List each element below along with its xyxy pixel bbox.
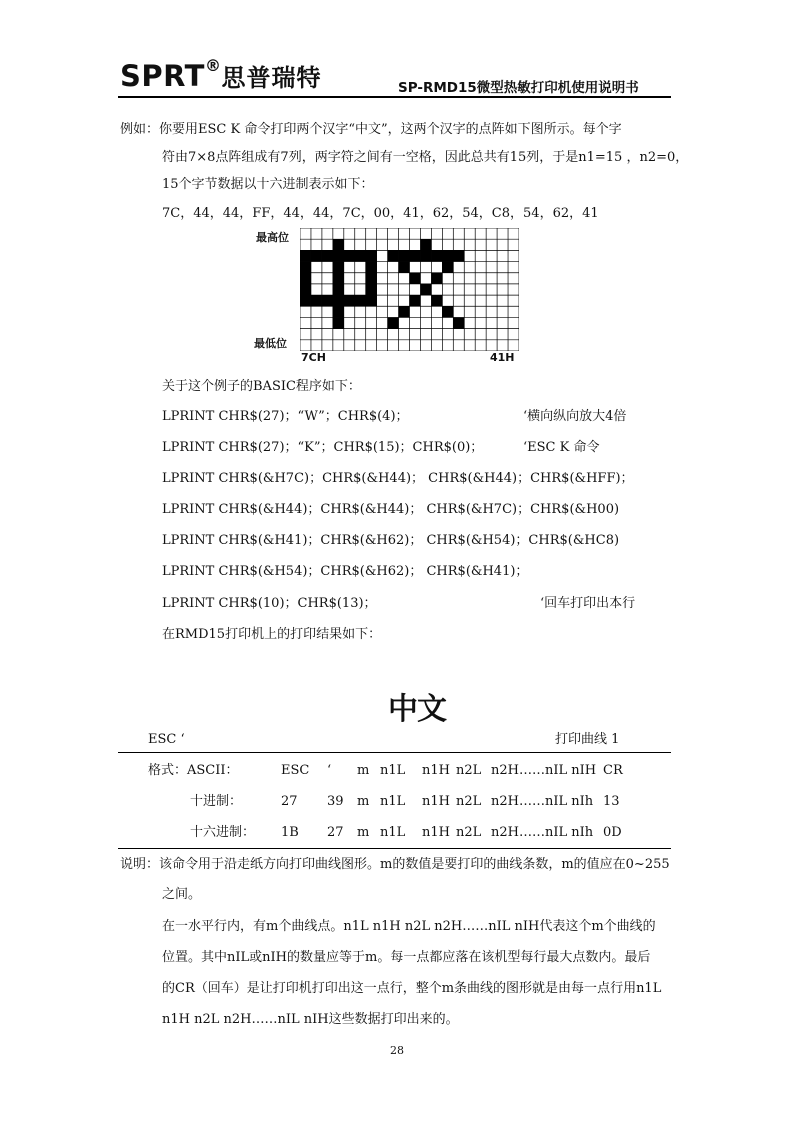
format-cell: n1L	[380, 825, 406, 840]
matrix-dot	[333, 239, 344, 250]
basic-code-line: LPRINT CHR$(10)；CHR$(13)；	[162, 596, 377, 611]
brand-name-cn: 思普瑞特	[221, 64, 322, 92]
format-cell: 0D	[603, 825, 622, 840]
matrix-dot	[431, 250, 442, 261]
description-line-1: 说明：该命令用于沿走纸方向打印曲线图形。m的数值是要打印的曲线条数，m的值应在0~255	[120, 857, 670, 872]
label-lsb: 最低位	[254, 337, 287, 350]
format-cell: CR	[603, 763, 623, 778]
matrix-dot	[399, 262, 410, 273]
basic-comment: ‘回车打印出本行	[540, 596, 636, 611]
matrix-dot	[420, 250, 431, 261]
format-cell: 39	[327, 794, 344, 809]
format-cell: n2H……nIL nIh	[491, 794, 594, 809]
basic-intro: 关于这个例子的BASIC程序如下：	[162, 379, 361, 394]
description-line-4: 位置。其中nIL或nIH的数量应等于m。每一点都应落在该机型每行最大点数内。最后	[162, 950, 651, 965]
matrix-dot	[333, 306, 344, 317]
description-line-3: 在一水平行内，有m个曲线点。n1L n1H n2L n2H……nIL nIH代表这个m个曲线的	[162, 919, 656, 934]
format-cell: 1B	[281, 825, 299, 840]
matrix-dot	[410, 295, 421, 306]
document-title: SP-RMD15微型热敏打印机使用说明书	[398, 80, 639, 96]
matrix-dot	[442, 262, 453, 273]
basic-code-line: LPRINT CHR$(&H7C)；CHR$(&H44)； CHR$(&H44)；CHR$(&HFF)；	[162, 471, 634, 486]
matrix-dot	[388, 250, 399, 261]
matrix-dot	[453, 317, 464, 328]
matrix-dot	[333, 273, 344, 284]
basic-code-line: LPRINT CHR$(&H41)；CHR$(&H62)； CHR$(&H54)；CHR$(&HC8)	[162, 533, 620, 548]
print-result: 中文	[388, 692, 446, 727]
matrix-dot	[333, 250, 344, 261]
basic-code-line: LPRINT CHR$(&H54)；CHR$(&H62)； CHR$(&H41)；	[162, 564, 529, 579]
format-cell: n2H……nIL nIh	[491, 825, 594, 840]
result-intro: 在RMD15打印机上的打印结果如下：	[162, 627, 382, 642]
matrix-dot	[420, 284, 431, 295]
format-cell: n2L	[456, 763, 482, 778]
command-name: ESC ‘	[148, 732, 185, 747]
brand-name: SPRT	[120, 59, 205, 93]
format-row-label: 格式：ASCII：	[148, 763, 239, 778]
page-number: 28	[390, 1044, 404, 1057]
hex-data-line: 7C，44，44，FF，44，44，7C，00，41，62，54，C8，54，62，41	[162, 206, 599, 221]
format-cell: n2L	[456, 794, 482, 809]
format-cell: m	[357, 763, 370, 778]
matrix-dot	[344, 295, 355, 306]
label-first-column: 7CH	[301, 351, 326, 364]
description-line-5: 的CR（回车）是让打印机打印出这一点行，整个m条曲线的图形就是由每一点行用n1L	[162, 981, 662, 996]
matrix-dot	[322, 295, 333, 306]
matrix-dot	[399, 250, 410, 261]
matrix-dot	[333, 317, 344, 328]
matrix-dot	[355, 250, 366, 261]
header-rule	[118, 96, 671, 98]
format-cell: m	[357, 825, 370, 840]
matrix-dot	[300, 262, 311, 273]
format-cell: n1H	[422, 825, 450, 840]
matrix-dot	[300, 284, 311, 295]
matrix-dot	[410, 273, 421, 284]
matrix-dot	[366, 273, 377, 284]
description-line-6: n1H n2L n2H……nIL nIH这些数据打印出来的。	[162, 1012, 459, 1027]
format-cell: n1L	[380, 763, 406, 778]
registered-mark: ®	[204, 56, 222, 75]
description-line-2: 之间。	[162, 887, 202, 902]
format-row-label: 十六进制：	[190, 825, 256, 840]
format-cell: m	[357, 794, 370, 809]
matrix-dot	[311, 250, 322, 261]
matrix-dot	[442, 306, 453, 317]
format-row-label: 十进制：	[190, 794, 243, 809]
matrix-dot	[399, 306, 410, 317]
label-msb: 最高位	[256, 231, 289, 244]
basic-code-line: LPRINT CHR$(27)；“K”；CHR$(15)；CHR$(0)；	[162, 440, 484, 455]
basic-comment: ‘ESC K 命令	[523, 440, 600, 455]
label-last-column: 41H	[490, 351, 515, 364]
matrix-dot	[453, 250, 464, 261]
format-cell: n2L	[456, 825, 482, 840]
format-cell: ESC	[281, 763, 310, 778]
dot-matrix-grid	[300, 228, 519, 351]
example-line-3: 15个字节数据以十六进制表示如下：	[162, 177, 374, 192]
matrix-dot	[322, 250, 333, 261]
basic-code-line: LPRINT CHR$(27)；“W”；CHR$(4)；	[162, 409, 409, 424]
brand-logo	[120, 58, 321, 93]
matrix-dot	[366, 250, 377, 261]
matrix-dot	[431, 295, 442, 306]
format-cell: 13	[603, 794, 620, 809]
format-cell: n1L	[380, 794, 406, 809]
format-cell: n1H	[422, 794, 450, 809]
matrix-dot	[366, 262, 377, 273]
format-cell: ‘	[327, 763, 332, 778]
basic-comment: ‘横向纵向放大4倍	[523, 409, 627, 424]
matrix-dot	[410, 250, 421, 261]
example-line-1: 例如：你要用ESC K 命令打印两个汉字“中文”，这两个汉字的点阵如下图所示。每个字	[120, 122, 622, 137]
matrix-dot	[442, 250, 453, 261]
format-cell: 27	[281, 794, 298, 809]
format-cell: n1H	[422, 763, 450, 778]
basic-code-line: LPRINT CHR$(&H44)；CHR$(&H44)； CHR$(&H7C)；CHR$(&H00)	[162, 502, 620, 517]
command-rule	[118, 752, 671, 753]
matrix-dot	[333, 262, 344, 273]
matrix-dot	[366, 295, 377, 306]
matrix-dot	[431, 273, 442, 284]
format-cell: n2H……nIL nIH	[491, 763, 597, 778]
matrix-dot	[355, 295, 366, 306]
format-rule	[118, 848, 671, 849]
matrix-dot	[300, 273, 311, 284]
matrix-dot	[300, 250, 311, 261]
matrix-dot	[344, 250, 355, 261]
example-line-2: 符由7×8点阵组成有7列，两字符之间有一空格，因此总共有15列，于是n1=15 ，n2=0，	[162, 150, 689, 165]
matrix-dot	[333, 284, 344, 295]
matrix-dot	[311, 295, 322, 306]
matrix-dot	[366, 284, 377, 295]
matrix-dot	[333, 295, 344, 306]
matrix-dot	[388, 317, 399, 328]
matrix-dot	[300, 295, 311, 306]
matrix-dot	[420, 239, 431, 250]
format-cell: 27	[327, 825, 344, 840]
command-title: 打印曲线 1	[555, 732, 620, 747]
